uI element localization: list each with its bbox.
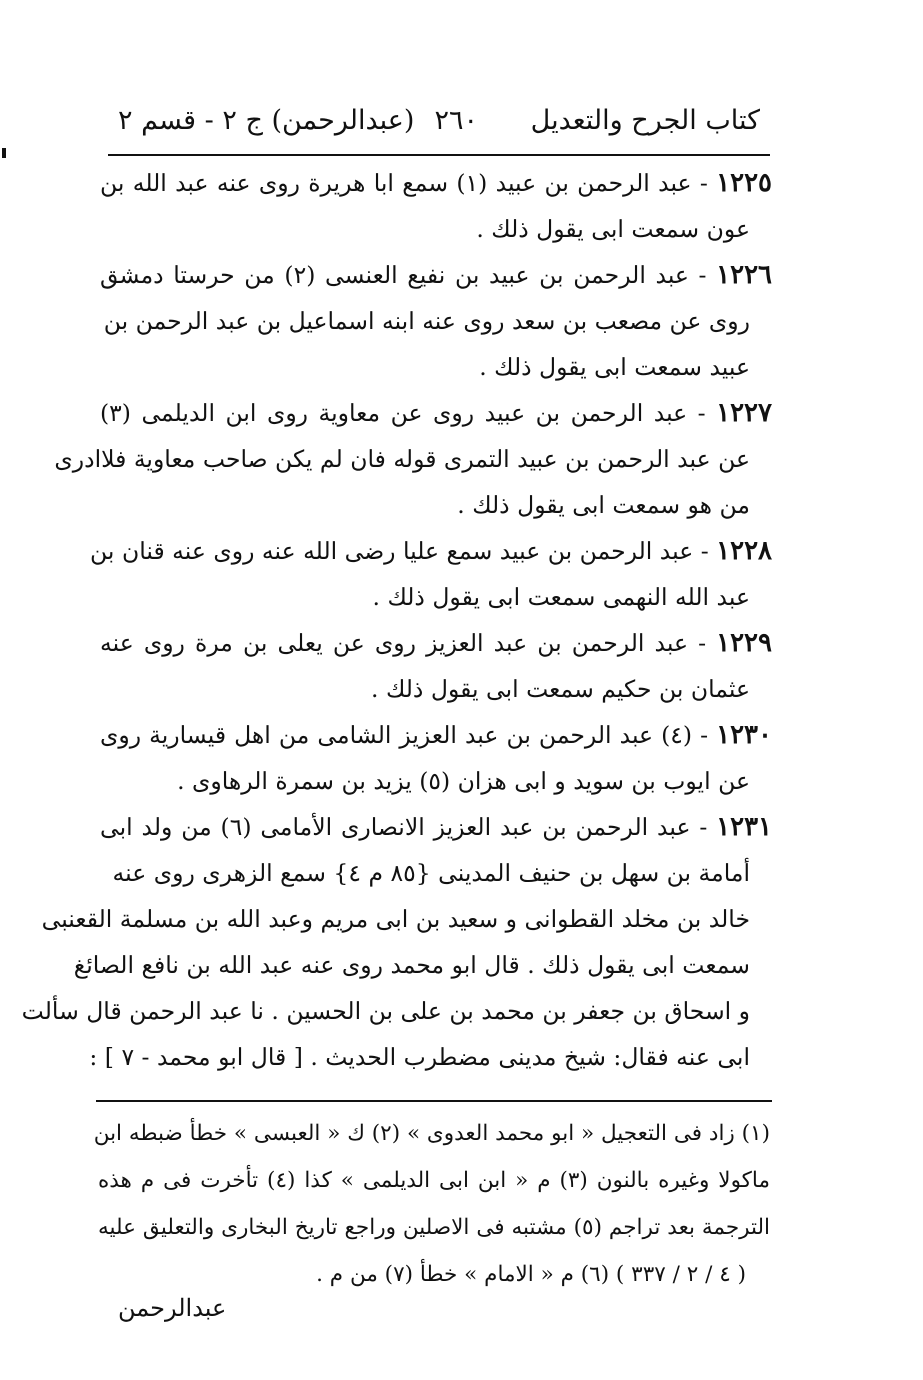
entry-line: عثمان بن حكيم سمعت ابى يقول ذلك .: [371, 675, 750, 703]
footnote-line: ماكولا وغيره بالنون (٣) م « ابن ابى الديلمى » كذا (٤) تأخرت فى م هذه: [98, 1168, 770, 1193]
entry-text: - عبد الرحمن بن عبيد بن نفيع العنسى (٢) من حرستا دمشق: [100, 261, 707, 289]
entry-line: أمامة بن سهل بن حنيف المدينى {٨٥ م ٤} سمع الزهرى روى عنه: [112, 859, 750, 887]
entry-first-line: [100, 160, 772, 206]
entry-number: ١٢٢٧: [716, 398, 772, 428]
entry-text: - عبد الرحمن بن عبيد سمع عليا رضى الله عنه روى عنه قنان بن: [90, 537, 709, 565]
entry-number: ١٢٣١: [716, 812, 772, 842]
entry-line: عبد الله النهمى سمعت ابى يقول ذلك .: [372, 583, 750, 611]
entry-text: - (٤) عبد الرحمن بن عبد العزيز الشامى من اهل قيسارية روى: [100, 721, 709, 749]
entry-line: سمعت ابى يقول ذلك . قال ابو محمد روى عنه عبد الله بن نافع الصائغ: [73, 951, 750, 979]
catchword: عبدالرحمن: [118, 1294, 227, 1322]
entry-first-line: [100, 252, 772, 298]
footnote-line: الترجمة بعد تراجم (٥) مشتبه فى الاصلين وراجع تاريخ البخارى والتعليق عليه: [98, 1215, 770, 1240]
entry-line: روى عن مصعب بن سعد روى عنه ابنه اسماعيل بن عبد الرحمن بن: [103, 307, 750, 335]
entry-line: عون سمعت ابى يقول ذلك .: [476, 215, 750, 243]
entry-text: - عبد الرحمن بن عبد العزيز الانصارى الأمامى (٦) من ولد ابى: [100, 813, 708, 841]
page-number: ٢٦٠: [434, 105, 478, 136]
footnote-line: (١) زاد فى التعجيل « ابو محمد العدوى » (٢) ك « العبسى » خطأ ضبطه ابن: [93, 1121, 770, 1146]
entry-first-line: [100, 712, 772, 758]
entry-text: - عبد الرحمن بن عبيد (١) سمع ابا هريرة روى عنه عبد الله بن: [100, 169, 708, 197]
entries: [21, 160, 772, 1080]
entry-text: - عبد الرحمن بن عبيد روى عن معاوية روى ابن الديلمى (٣): [100, 399, 706, 427]
entry-line: عبيد سمعت ابى يقول ذلك .: [479, 353, 750, 381]
entry-line: من هو سمعت ابى يقول ذلك .: [457, 491, 750, 519]
entry-text: - عبد الرحمن بن عبد العزيز روى عن يعلى بن مرة روى عنه: [100, 629, 707, 657]
entry-line: عن عبد الرحمن بن عبيد التمرى قوله فان لم يكن صاحب معاوية فلاادرى: [54, 445, 750, 473]
footnote-rule: [96, 1100, 772, 1102]
running-header: [110, 96, 770, 146]
entry-line: و اسحاق بن جعفر بن محمد بن على بن الحسين . نا عبد الرحمن قال سألت: [21, 997, 750, 1025]
entry-first-line: [100, 804, 772, 850]
entry-line: خالد بن مخلد القطوانى و سعيد بن ابى مريم وعبد الله بن مسلمة القعنبى: [41, 905, 750, 933]
entry-first-line: [100, 620, 772, 666]
header-rule: [108, 154, 770, 156]
entry-first-line: [100, 390, 772, 436]
entry-number: ١٢٢٩: [716, 628, 772, 658]
entry-number: ١٢٢٨: [716, 536, 772, 566]
footnotes: [93, 1110, 770, 1298]
entry-number: ١٢٢٦: [716, 260, 772, 290]
entry-number: ١٢٢٥: [716, 168, 772, 198]
footnote-line: ( ٤ / ٢ / ٣٣٧ ) (٦) م « الامام » خطأ (٧) من م .: [316, 1262, 746, 1287]
entry-number: ١٢٣٠: [716, 720, 772, 750]
scan-edge-mark: [2, 148, 6, 158]
section-label: (عبدالرحمن) ج ٢ - قسم ٢: [118, 105, 415, 136]
book-title: كتاب الجرح والتعديل: [530, 105, 760, 136]
entry-line: عن ايوب بن سويد و ابى هزان (٥) يزيد بن سمرة الرهاوى .: [177, 767, 750, 795]
entry-first-line: [90, 528, 772, 574]
entry-line: ابى عنه فقال: شيخ مدينى مضطرب الحديث . [ قال ابو محمد - ٧ ] :: [89, 1043, 750, 1071]
